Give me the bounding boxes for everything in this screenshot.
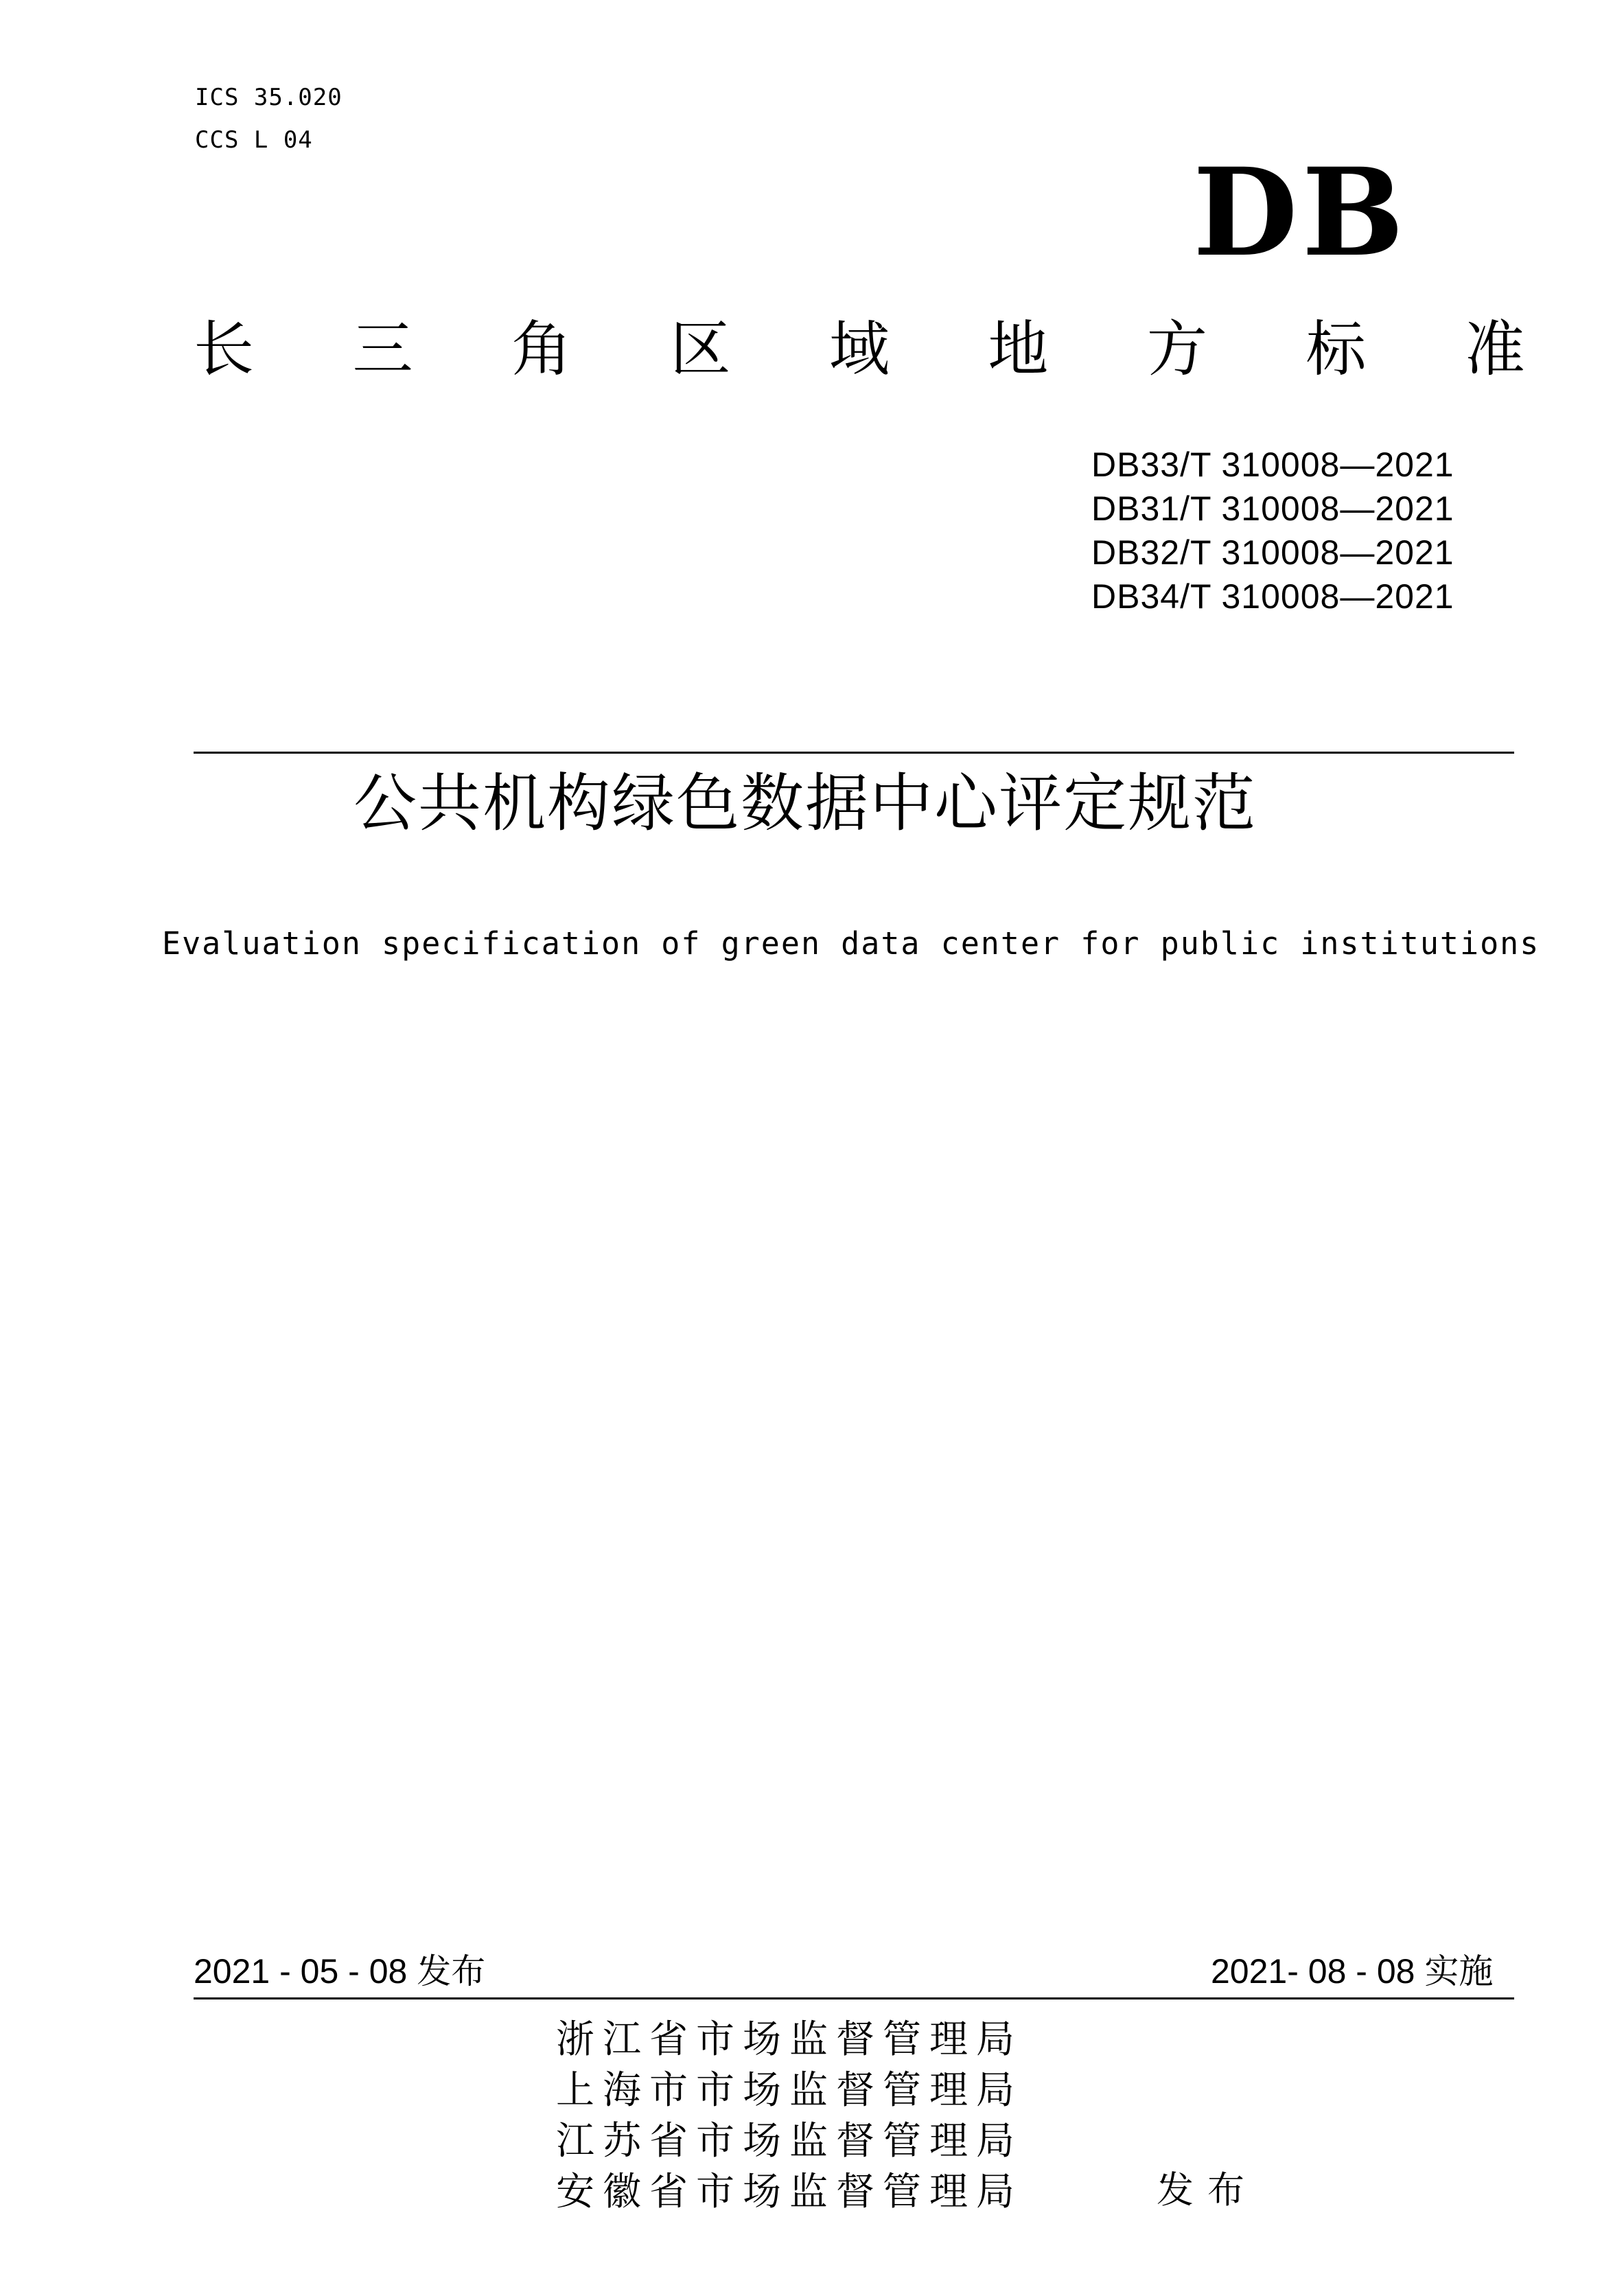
standard-number: DB32/T 310008—2021 <box>1091 533 1454 572</box>
standard-type-char: 地 <box>988 314 1049 384</box>
release-date: 2021 - 05 - 08 发布 <box>194 1952 486 1991</box>
standard-type-char: 准 <box>1464 314 1525 384</box>
issuer-name: 江苏省市场监督管理局 <box>556 2119 1023 2164</box>
standard-type-char: 标 <box>1306 314 1367 384</box>
issuer-name: 上海市市场监督管理局 <box>556 2068 1023 2113</box>
issuer-list <box>556 2015 1023 2218</box>
standard-type-heading <box>194 314 1525 384</box>
standard-type-char: 三 <box>352 314 413 384</box>
ics-code: ICS 35.020 <box>195 84 343 111</box>
document-title-english: Evaluation specification of green data center for public institutions <box>162 925 1540 962</box>
ccs-code: CCS L 04 <box>195 126 313 154</box>
standard-number: DB33/T 310008—2021 <box>1091 445 1454 484</box>
document-title-chinese-text: 公共机构绿色数据中心评定规范 <box>353 767 1257 840</box>
top-divider <box>194 752 1514 754</box>
standard-number: DB34/T 310008—2021 <box>1091 577 1454 616</box>
implementation-date: 2021- 08 - 08 实施 <box>1211 1952 1494 1991</box>
standard-type-char: 角 <box>511 314 572 384</box>
db-logo: DB <box>1193 141 1408 283</box>
standard-type-char: 方 <box>1146 314 1207 384</box>
issuer-name: 浙江省市场监督管理局 <box>556 2017 1023 2062</box>
issuer-name: 安徽省市场监督管理局 <box>556 2170 1023 2214</box>
standard-type-char: 域 <box>828 314 890 384</box>
standard-numbers <box>1091 443 1454 618</box>
standard-number: DB31/T 310008—2021 <box>1091 489 1454 528</box>
standard-type-char: 长 <box>194 314 255 384</box>
document-title-chinese <box>0 769 1624 838</box>
bottom-divider <box>194 1997 1514 1999</box>
issue-label: 发布 <box>1157 2168 1258 2212</box>
standard-type-char: 区 <box>670 314 731 384</box>
